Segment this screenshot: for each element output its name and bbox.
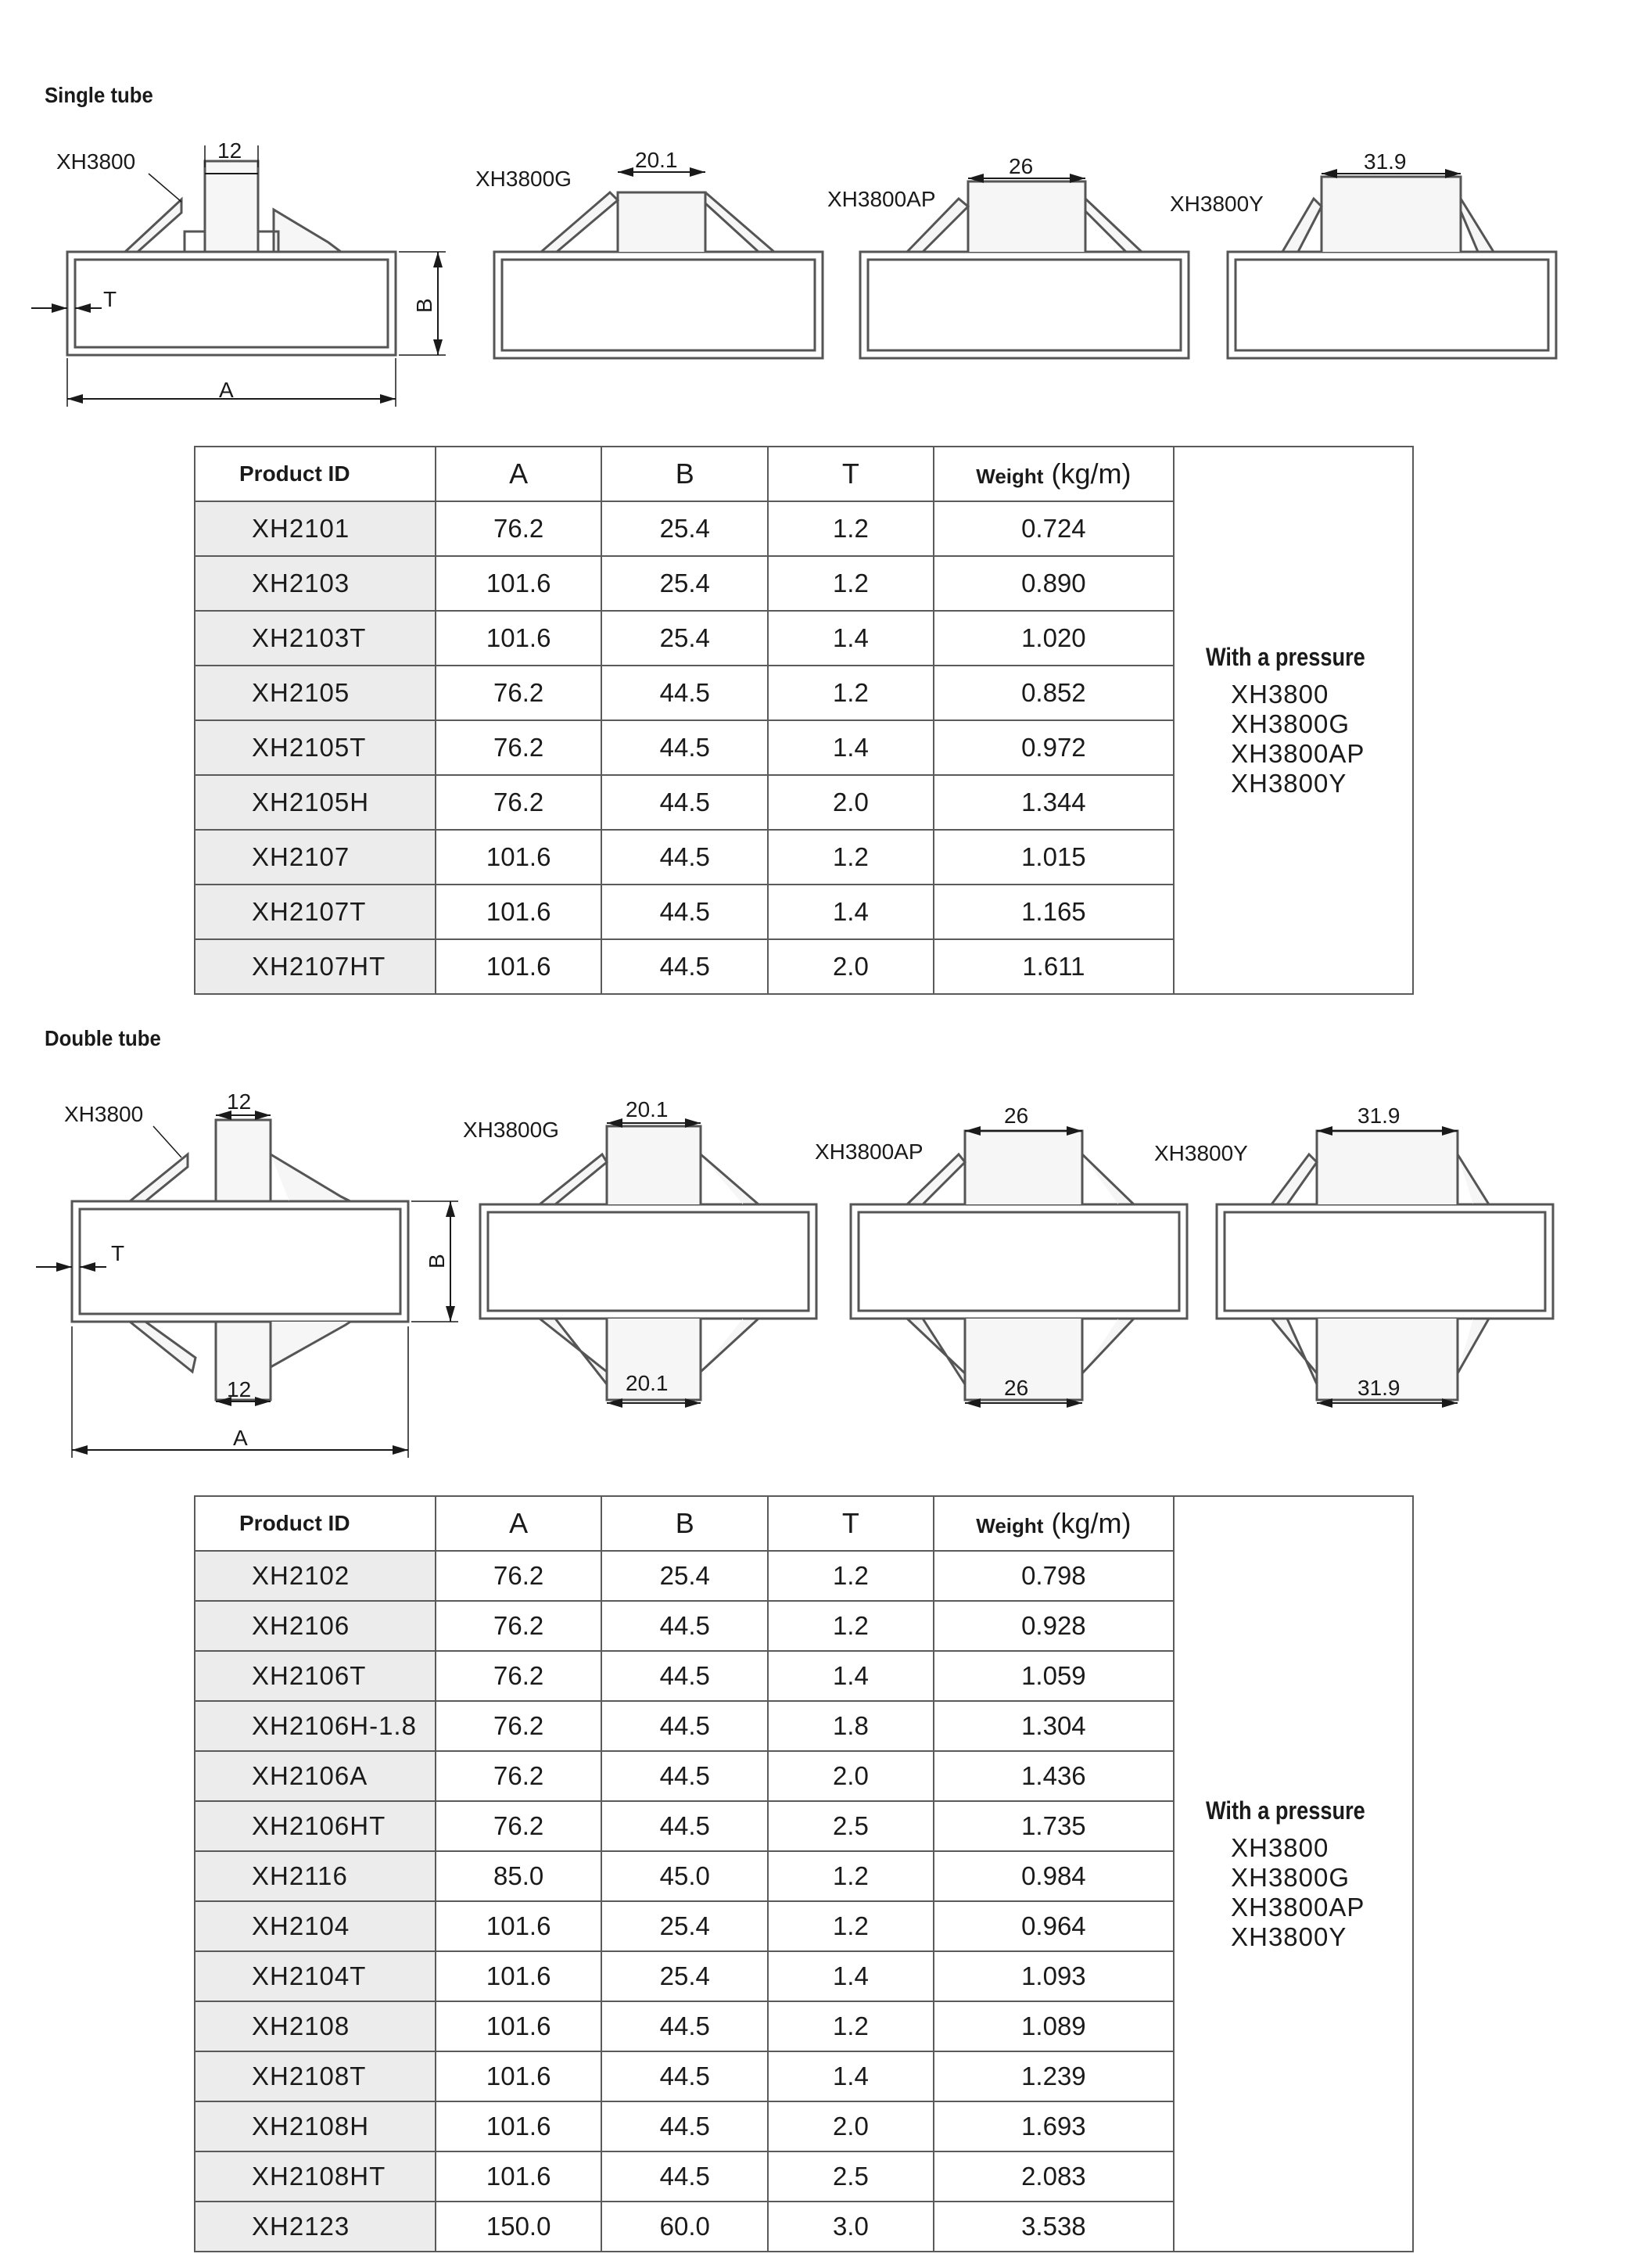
- cell-t: 1.8: [768, 1701, 934, 1751]
- double-dim-26-top: 26: [1004, 1103, 1029, 1128]
- cell-a: 76.2: [436, 1751, 602, 1801]
- cell-a: 85.0: [436, 1851, 602, 1901]
- pressure-item: XH3800Y: [1231, 1922, 1347, 1951]
- double-dim-12-top: 12: [227, 1089, 252, 1114]
- single-tube-spec-table: [194, 446, 1414, 995]
- cell-product-id: XH2123: [195, 2202, 436, 2252]
- cell-t: 2.0: [768, 2101, 934, 2151]
- cell-product-id: XH2104T: [195, 1951, 436, 2001]
- cell-weight: 0.964: [934, 1901, 1174, 1951]
- double-tube-title: Double tube: [45, 1026, 161, 1050]
- double-label-xh3800g: XH3800G: [463, 1118, 559, 1142]
- cell-product-id: XH2103T: [195, 611, 436, 666]
- double-profile-xh3800ap: [851, 1131, 1187, 1403]
- single-label-xh3800: XH3800: [56, 149, 136, 174]
- cell-t: 1.4: [768, 2051, 934, 2101]
- pressure-item: XH3800AP: [1231, 1892, 1365, 1922]
- single-label-xh3800g: XH3800G: [475, 167, 572, 191]
- cell-product-id: XH2102: [195, 1551, 436, 1601]
- cell-product-id: XH2116: [195, 1851, 436, 1901]
- cell-product-id: XH2108H: [195, 2101, 436, 2151]
- cell-weight: 1.344: [934, 775, 1174, 830]
- double-dim-12-bottom: 12: [227, 1377, 252, 1401]
- header-a: A: [436, 447, 602, 501]
- cell-t: 1.4: [768, 1951, 934, 2001]
- cell-b: 25.4: [601, 1901, 768, 1951]
- cell-a: 101.6: [436, 830, 602, 885]
- cell-t: 1.2: [768, 2001, 934, 2051]
- double-profile-xh3800g: [480, 1123, 816, 1403]
- cell-a: 101.6: [436, 2051, 602, 2101]
- cell-t: 1.2: [768, 1551, 934, 1601]
- double-profile-xh3800: [36, 1115, 458, 1458]
- cell-a: 101.6: [436, 2101, 602, 2151]
- double-label-xh3800ap: XH3800AP: [815, 1139, 924, 1164]
- cell-b: 60.0: [601, 2202, 768, 2252]
- cell-weight: 0.852: [934, 666, 1174, 720]
- cell-weight: 0.928: [934, 1601, 1174, 1651]
- pressure-item: XH3800: [1231, 1832, 1329, 1862]
- single-label-xh3800ap: XH3800AP: [827, 187, 936, 211]
- header-t: T: [768, 1496, 934, 1551]
- cell-a: 101.6: [436, 885, 602, 939]
- header-weight: [934, 447, 1174, 501]
- cell-t: 1.4: [768, 885, 934, 939]
- cell-b: 44.5: [601, 939, 768, 994]
- header-weight-word: Weight: [976, 1514, 1044, 1538]
- cell-weight: 1.089: [934, 2001, 1174, 2051]
- header-a: A: [436, 1496, 602, 1551]
- cell-weight: 3.538: [934, 2202, 1174, 2252]
- cell-t: 1.4: [768, 1651, 934, 1701]
- cell-a: 101.6: [436, 939, 602, 994]
- cell-t: 3.0: [768, 2202, 934, 2252]
- double-dim-31-9-top: 31.9: [1357, 1103, 1401, 1128]
- pressure-item: XH3800: [1231, 679, 1329, 709]
- header-product-id: Product ID: [195, 447, 436, 501]
- pressure-note-title: With a pressure: [1206, 642, 1365, 671]
- single-dim-12: 12: [217, 138, 242, 163]
- cell-t: 1.4: [768, 611, 934, 666]
- cell-t: 2.5: [768, 1801, 934, 1851]
- header-weight-word: Weight: [976, 465, 1044, 488]
- cell-weight: 0.984: [934, 1851, 1174, 1901]
- double-dim-t: T: [111, 1241, 125, 1265]
- cell-b: 44.5: [601, 775, 768, 830]
- pressure-item: XH3800G: [1231, 1862, 1350, 1892]
- cell-weight: 0.798: [934, 1551, 1174, 1601]
- cell-b: 25.4: [601, 501, 768, 556]
- cell-t: 1.2: [768, 1851, 934, 1901]
- single-tube-title: Single tube: [45, 83, 153, 107]
- cell-product-id: XH2101: [195, 501, 436, 556]
- pressure-item: XH3800Y: [1231, 768, 1347, 798]
- cell-t: 2.0: [768, 1751, 934, 1801]
- cell-a: 76.2: [436, 775, 602, 830]
- cell-weight: 1.611: [934, 939, 1174, 994]
- cell-t: 1.2: [768, 1601, 934, 1651]
- cell-weight: 1.165: [934, 885, 1174, 939]
- cell-a: 101.6: [436, 611, 602, 666]
- cell-b: 44.5: [601, 830, 768, 885]
- cell-a: 76.2: [436, 666, 602, 720]
- single-dim-a: A: [219, 378, 234, 402]
- double-dim-31-9-bottom: 31.9: [1357, 1376, 1401, 1400]
- cell-a: 101.6: [436, 1951, 602, 2001]
- cell-b: 25.4: [601, 1551, 768, 1601]
- header-b: B: [601, 447, 768, 501]
- cell-weight: 1.693: [934, 2101, 1174, 2151]
- cell-product-id: XH2108T: [195, 2051, 436, 2101]
- cell-b: 44.5: [601, 2151, 768, 2202]
- table-header-row: [195, 1496, 1413, 1551]
- cell-b: 44.5: [601, 2001, 768, 2051]
- single-dim-b: B: [412, 298, 436, 313]
- cell-t: 1.2: [768, 666, 934, 720]
- cell-a: 101.6: [436, 2001, 602, 2051]
- cell-weight: 2.083: [934, 2151, 1174, 2202]
- cell-b: 25.4: [601, 611, 768, 666]
- cell-t: 1.2: [768, 501, 934, 556]
- cell-product-id: XH2103: [195, 556, 436, 611]
- cell-product-id: XH2106H-1.8: [195, 1701, 436, 1751]
- cell-weight: 0.972: [934, 720, 1174, 775]
- single-profile-xh3800: [31, 145, 446, 407]
- table-header-row: [195, 447, 1413, 501]
- double-dim-a: A: [233, 1426, 248, 1450]
- single-profile-xh3800g: [494, 172, 823, 358]
- header-product-id: Product ID: [195, 1496, 436, 1551]
- single-label-xh3800y: XH3800Y: [1170, 192, 1264, 216]
- cell-product-id: XH2107T: [195, 885, 436, 939]
- double-profile-xh3800y: [1217, 1131, 1553, 1403]
- cell-b: 44.5: [601, 2051, 768, 2101]
- double-dim-b: B: [425, 1254, 449, 1269]
- cell-a: 76.2: [436, 1801, 602, 1851]
- cell-b: 25.4: [601, 556, 768, 611]
- cell-b: 44.5: [601, 1651, 768, 1701]
- cell-product-id: XH2107: [195, 830, 436, 885]
- double-dim-20-1-bottom: 20.1: [626, 1371, 669, 1395]
- cell-t: 2.0: [768, 775, 934, 830]
- cell-a: 150.0: [436, 2202, 602, 2252]
- cell-b: 44.5: [601, 720, 768, 775]
- cell-b: 44.5: [601, 1601, 768, 1651]
- cell-b: 44.5: [601, 885, 768, 939]
- cell-weight: 1.059: [934, 1651, 1174, 1701]
- cell-b: 44.5: [601, 1701, 768, 1751]
- cell-b: 25.4: [601, 1951, 768, 2001]
- cell-weight: 1.093: [934, 1951, 1174, 2001]
- header-t: T: [768, 447, 934, 501]
- cell-t: 2.0: [768, 939, 934, 994]
- pressure-item: XH3800AP: [1231, 738, 1365, 768]
- cell-a: 76.2: [436, 1701, 602, 1751]
- header-weight-unit: (kg/m): [1051, 458, 1132, 490]
- cell-weight: 1.436: [934, 1751, 1174, 1801]
- cell-weight: 1.304: [934, 1701, 1174, 1751]
- cell-a: 76.2: [436, 501, 602, 556]
- cell-weight: 1.015: [934, 830, 1174, 885]
- cell-product-id: XH2108: [195, 2001, 436, 2051]
- cell-weight: 1.239: [934, 2051, 1174, 2101]
- cell-t: 1.2: [768, 830, 934, 885]
- cell-product-id: XH2106T: [195, 1651, 436, 1701]
- cell-b: 44.5: [601, 1751, 768, 1801]
- cell-t: 2.5: [768, 2151, 934, 2202]
- cell-product-id: XH2106: [195, 1601, 436, 1651]
- double-tube-spec-table: [194, 1495, 1414, 2252]
- cell-a: 76.2: [436, 1651, 602, 1701]
- single-profile-xh3800y: [1228, 174, 1556, 358]
- cell-a: 101.6: [436, 556, 602, 611]
- cell-b: 44.5: [601, 2101, 768, 2151]
- cell-a: 101.6: [436, 2151, 602, 2202]
- pressure-note: [1174, 447, 1413, 994]
- single-dim-26: 26: [1009, 154, 1034, 178]
- pressure-note: [1174, 1496, 1413, 2252]
- cell-product-id: XH2105T: [195, 720, 436, 775]
- double-label-xh3800: XH3800: [64, 1102, 144, 1126]
- cell-b: 44.5: [601, 666, 768, 720]
- double-label-xh3800y: XH3800Y: [1154, 1141, 1248, 1165]
- cell-product-id: XH2106A: [195, 1751, 436, 1801]
- cell-t: 1.2: [768, 556, 934, 611]
- cell-b: 45.0: [601, 1851, 768, 1901]
- cell-product-id: XH2106HT: [195, 1801, 436, 1851]
- cell-product-id: XH2104: [195, 1901, 436, 1951]
- double-dim-20-1-top: 20.1: [626, 1097, 669, 1121]
- cell-weight: 1.020: [934, 611, 1174, 666]
- cell-a: 76.2: [436, 1601, 602, 1651]
- header-b: B: [601, 1496, 768, 1551]
- double-dim-26-bottom: 26: [1004, 1376, 1029, 1400]
- single-dim-t: T: [103, 287, 117, 311]
- cell-weight: 1.735: [934, 1801, 1174, 1851]
- cell-product-id: XH2105: [195, 666, 436, 720]
- cell-product-id: XH2107HT: [195, 939, 436, 994]
- cell-b: 44.5: [601, 1801, 768, 1851]
- pressure-note-title: With a pressure: [1206, 1796, 1365, 1825]
- cell-weight: 0.890: [934, 556, 1174, 611]
- single-dim-20-1: 20.1: [635, 148, 678, 172]
- cell-a: 76.2: [436, 1551, 602, 1601]
- cell-t: 1.2: [768, 1901, 934, 1951]
- cell-a: 101.6: [436, 1901, 602, 1951]
- header-weight-unit: (kg/m): [1051, 1507, 1132, 1539]
- header-weight: [934, 1496, 1174, 1551]
- pressure-item: XH3800G: [1231, 709, 1350, 738]
- cell-t: 1.4: [768, 720, 934, 775]
- cell-product-id: XH2105H: [195, 775, 436, 830]
- cell-product-id: XH2108HT: [195, 2151, 436, 2202]
- cell-a: 76.2: [436, 720, 602, 775]
- single-dim-31-9: 31.9: [1364, 149, 1407, 174]
- cell-weight: 0.724: [934, 501, 1174, 556]
